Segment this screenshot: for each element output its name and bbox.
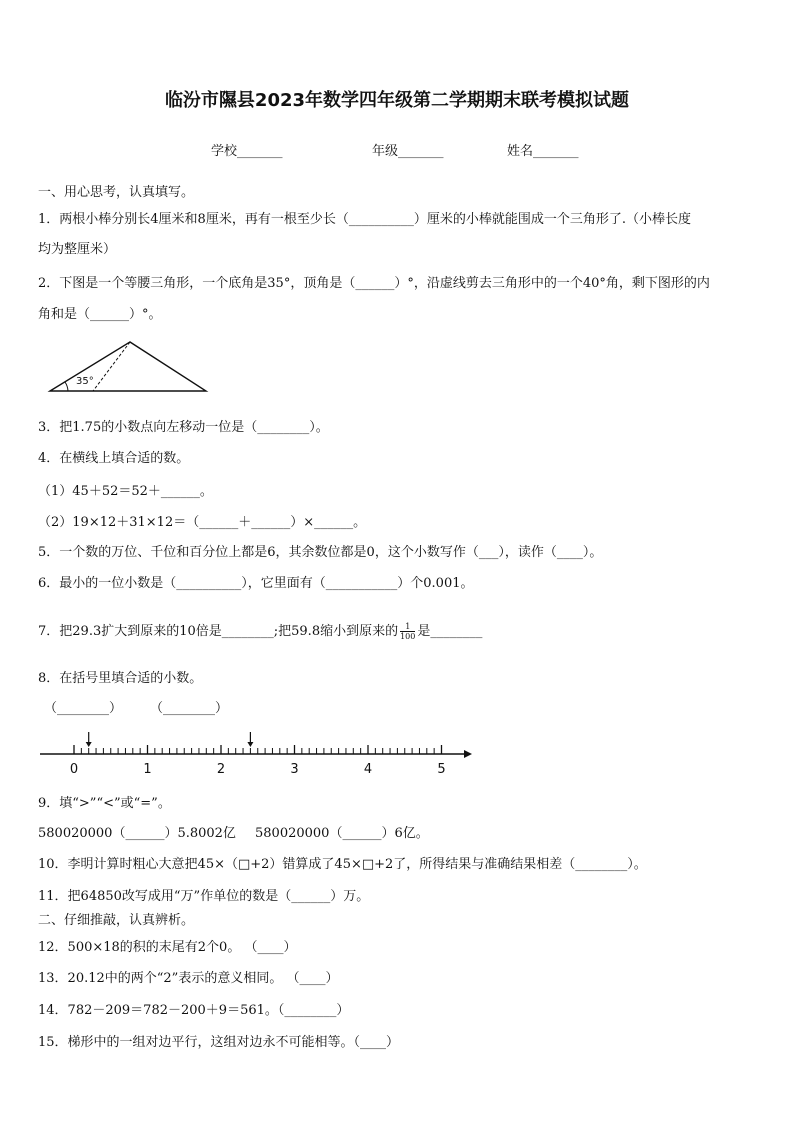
fraction-denominator: 100 [400,632,416,641]
question-4: 4．在横线上填合适的数。 [38,451,190,466]
question-8: 8．在括号里填合适的小数。 [38,671,203,686]
question-9-part-2: 580020000（______）6亿。 [255,826,429,841]
question-9-part-1: 580020000（______）5.8002亿 [38,826,236,841]
grade-field: 年级_______ [372,144,444,159]
isosceles-triangle-figure [44,336,214,396]
question-13: 13．20.12中的两个“2”表示的意义相同。 （____） [38,971,339,986]
question-12: 12．500×18的积的末尾有2个0。 （____） [38,940,297,955]
question-7-suffix: 是________ [417,624,483,639]
question-10: 10．李明计算时粗心大意把45×（□+2）错算成了45×□+2了，所得结果与准确结果相差（________）。 [38,857,647,872]
fraction-numerator: 1 [400,622,415,632]
fraction-one-hundredth [400,622,415,641]
question-8-blank-2: （________） [150,701,229,716]
pointer-arrowhead-1 [86,742,92,747]
question-11: 11．把64850改写成用“万”作单位的数是（______）万。 [38,889,370,904]
question-2: 2．下图是一个等腰三角形，一个底角是35°，顶角是（______）°，沿虚线剪去三角形中的一个40°角，剩下图形的内 [38,276,710,291]
question-8-blank-1: （________） [44,701,123,716]
tick-label-2: 2 [216,762,226,777]
question-5: 5．一个数的万位、千位和百分位上都是6，其余数位都是0，这个小数写作（___），读作（____）。 [38,545,603,560]
question-15: 15．梯形中的一组对边平行，这组对边永不可能相等。（____） [38,1035,400,1050]
question-3: 3．把1.75的小数点向左移动一位是（________）。 [38,420,329,435]
tick-label-1: 1 [143,762,152,777]
tick-label-3: 3 [290,762,299,777]
tick-label-5: 5 [437,762,446,777]
base-angle-label: 35° [76,376,94,387]
question-9: 9．填“>”“<”或“=”。 [38,796,171,811]
question-4-part-2: （2）19×12＋31×12＝（______＋______）×______。 [38,515,367,530]
school-field: 学校_______ [211,144,283,159]
question-2-continued: 角和是（______）°。 [38,307,162,322]
name-field: 姓名_______ [507,144,579,159]
question-7-prefix: 7．把29.3扩大到原来的10倍是________;把59.8缩小到原来的 [38,624,399,639]
number-line-figure [36,728,476,778]
number-line-arrowhead [464,750,472,758]
question-14: 14．782－209＝782－200＋9＝561。（________） [38,1003,350,1018]
question-1-continued: 均为整厘米） [38,242,117,257]
question-7 [38,620,482,641]
question-4-part-1: （1）45＋52＝52＋______。 [38,484,213,499]
tick-label-4: 4 [363,762,373,777]
pointer-arrowhead-2 [247,742,253,747]
question-6: 6．最小的一位小数是（__________），它里面有（___________）个0.001。 [38,576,474,591]
section-2-heading: 二、仔细推敲，认真辨析。 [38,913,195,928]
page-title: 临汾市隰县2023年数学四年级第二学期期末联考模拟试题 [164,90,630,111]
tick-label-0: 0 [69,762,79,777]
section-1-heading: 一、用心思考，认真填写。 [38,185,195,200]
question-1: 1．两根小棒分别长4厘米和8厘米，再有一根至少长（__________）厘米的小棒就能围成一个三角形了.（小棒长度 [38,212,691,227]
